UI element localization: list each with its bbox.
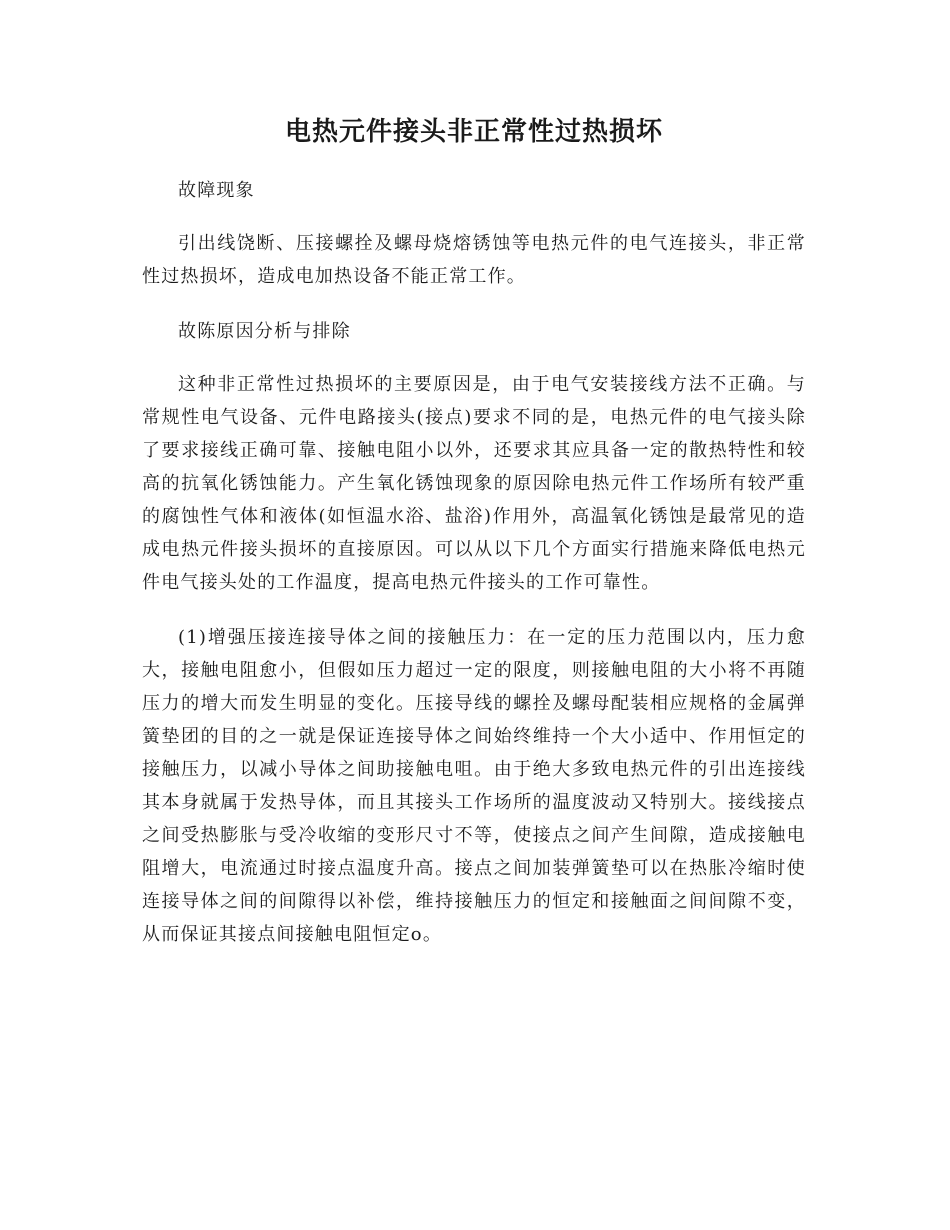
section-heading-cause-analysis: 故陈原因分析与排除 <box>178 321 351 342</box>
paragraph-measure-1: (1)增强压接连接导体之间的接触压力：在一定的压力范围以内，压力愈大，接触电阻愈小，但假如压力超过一定的限度，则接触电阻的大小将不再随压力的增大而发生明显的变化。压接导线的螺拴及螺母配装相应规格的金属弹簧垫团的目的之一就是保证连接导体之间始终维持一个大小适中、作用恒定的接触压力，以减小导体之间助接触电咀。由于绝大多致电热元件的引出连接线其本身就属于发热导体，而且其接头工作场所的温度波动又特别大。接线接点之间受热膨胀与受冷收缩的变形尺寸不等，使接点之间产生间隙，造成接触电阻增大，电流通过时接点温度升高。接点之间加装弹簧垫可以在热胀冷缩时使连接导体之间的间隙得以补偿，维持接触压力的恒定和接触面之间间隙不变，从而保证其接点间接触电阻恒定o。 <box>142 627 806 945</box>
paragraph-fault-description: 引出线饶断、压接螺拴及螺母烧熔锈蚀等电热元件的电气连接头，非正常性过热损坏，造成电加热设备不能正常工作。 <box>142 233 806 287</box>
paragraph-cause-analysis: 这种非正常性过热损坏的主要原因是，由于电气安装接线方法不正确。与常规性电气设备、元件电路接头(接点)要求不同的是，电热元件的电气接头除了要求接线正确可靠、接触电阻小以外，还要求其应具备一定的散热特性和较高的抗氧化锈蚀能力。产生氧化锈蚀现象的原因除电热元件工作场所有较严重的腐蚀性气体和液体(如恒温水浴、盐浴)作用外，高温氧化锈蚀是最常见的造成电热元件接头损坏的直接原因。可以从以下几个方面实行措施来降低电热元件电气接头处的工作温度，提高电热元件接头的工作可靠性。 <box>142 374 806 593</box>
document-page <box>142 112 806 973</box>
document-title: 电热元件接头非正常性过热损坏 <box>284 117 663 147</box>
section-heading-fault-symptom: 故障现象 <box>178 180 255 201</box>
